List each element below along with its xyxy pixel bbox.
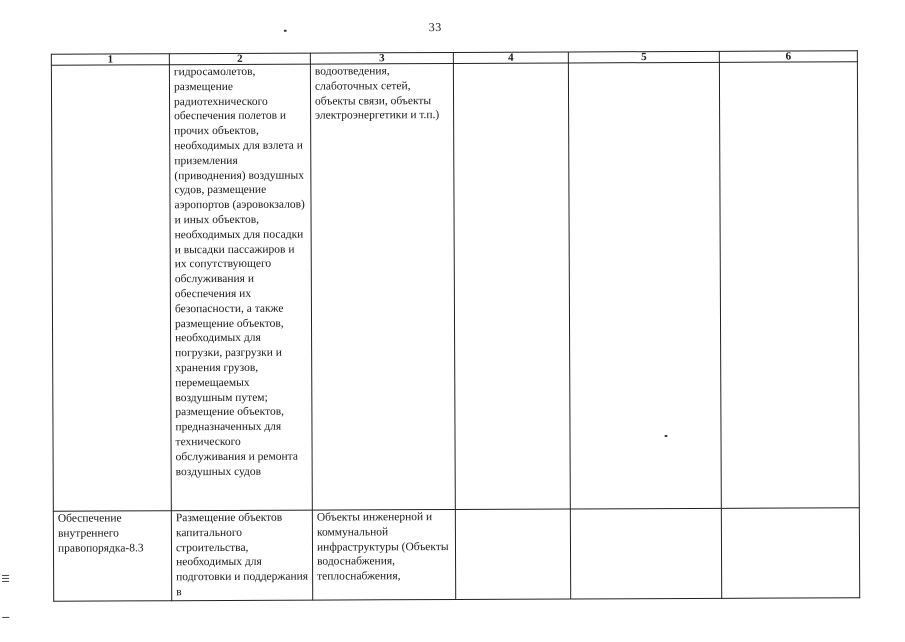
table-cell <box>721 508 859 598</box>
document-table <box>51 50 860 601</box>
table-cell <box>719 62 859 509</box>
margin-mark <box>2 575 9 576</box>
page-number: 33 <box>428 20 442 35</box>
margin-mark <box>2 578 9 579</box>
margin-mark <box>2 581 9 582</box>
table-cell: Размещение объектов капитального строительства, необходимых для подготовки и поддержания в <box>171 510 312 600</box>
table-cell: Объекты инженерной и коммунальной инфраструктуры (Объекты водоснабжения, теплоснабжения, <box>312 509 455 599</box>
table-cell <box>51 65 171 512</box>
table-cell <box>570 508 721 598</box>
column-header-4: 4 <box>453 52 568 64</box>
table-cell <box>455 509 570 599</box>
scan-speck <box>284 30 287 32</box>
column-header-5: 5 <box>568 51 719 63</box>
table-cell <box>568 62 721 509</box>
table-row <box>53 508 859 601</box>
table-cell: водоотведения, слаботочных сетей, объекты связи, объекты электроэнергетики и т.п.) <box>310 63 455 510</box>
column-header-3: 3 <box>310 52 453 64</box>
table-row <box>51 62 859 512</box>
table-cell: гидросамолетов, размещение радиотехнического обеспечения полетов и прочих объектов, необходимых для взлета и приземления (приводнения) воздушных судов, размещение аэропортов (аэровокзалов) и иных объектов, необходимых для посадки и высадки пассажиров и их сопутствующего обслуживания и обеспечения их безопасности, а также размещение объектов, необходимых для погрузки, разгрузки и хранения грузов, перемещаемых воздушным путем; размещение объектов, предназначенных для технического обслуживания и ремонта воздушных судов <box>169 64 312 511</box>
column-header-6: 6 <box>719 51 857 63</box>
column-header-2: 2 <box>169 53 310 65</box>
table-cell <box>453 63 570 509</box>
margin-mark <box>2 617 9 618</box>
column-header-1: 1 <box>51 54 169 66</box>
table-cell: Обеспечение внутреннего правопорядка-8.3 <box>53 511 171 601</box>
